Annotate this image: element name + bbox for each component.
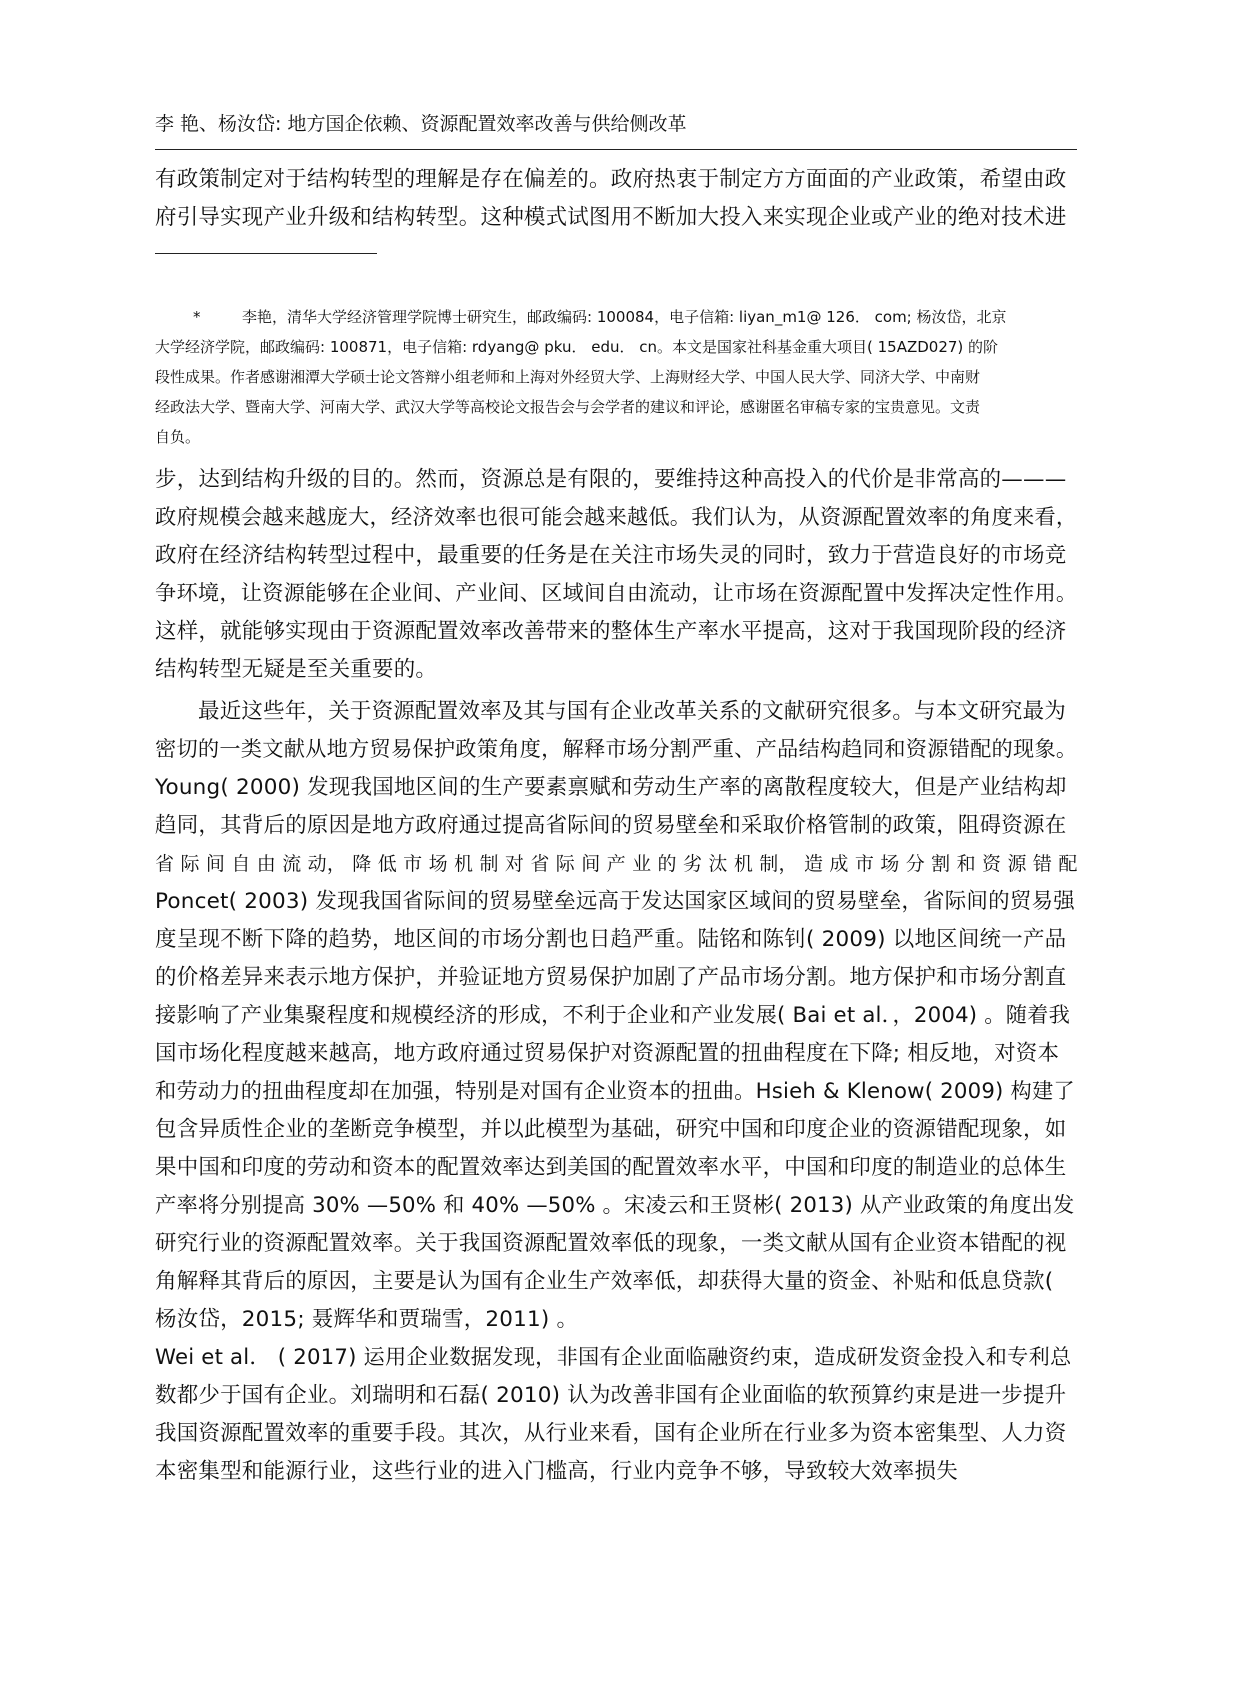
footnote-line: 段性成果。作者感谢湘潭大学硕士论文答辩小组老师和上海对外经贸大学、上海财经大学、中国人民大学、同济大学、中南财 <box>155 368 981 386</box>
body-line: 国市场化程度越来越高，地方政府通过贸易保护对资源配置的扭曲程度在下降; 相反地，对资本 <box>155 1041 1060 1066</box>
body-line: 杨汝岱，2015; 聂辉华和贾瑞雪，2011) 。 <box>155 1307 579 1332</box>
body-line: Wei et al． ( 2017) 运用企业数据发现，非国有企业面临融资约束，造成研发资金投入和专利总 <box>155 1345 1072 1370</box>
body-line: 果中国和印度的劳动和资本的配置效率达到美国的配置效率水平，中国和印度的制造业的总体生 <box>155 1155 1067 1180</box>
header-rule <box>155 149 1077 150</box>
body-line: 府引导实现产业升级和结构转型。这种模式试图用不断加大投入来实现企业或产业的绝对技术进 <box>155 205 1067 230</box>
body-line: 接影响了产业集聚程度和规模经济的形成，不利于企业和产业发展( Bai et al．，2004) 。随着我 <box>155 1003 1071 1028</box>
body-line: 步，达到结构升级的目的。然而，资源总是有限的，要维持这种高投入的代价是非常高的——— <box>155 467 1067 492</box>
body-line: 产率将分别提高 30% —50% 和 40% —50% 。宋凌云和王贤彬( 2013) 从产业政策的角度出发 <box>155 1193 1075 1218</box>
body-line: Poncet( 2003) 发现我国省际间的贸易壁垒远高于发达国家区域间的贸易壁垒，省际间的贸易强 <box>155 889 1075 914</box>
body-line: 结构转型无疑是至关重要的。 <box>155 657 438 682</box>
body-line: 研究行业的资源配置效率。关于我国资源配置效率低的现象，一类文献从国有企业资本错配的视 <box>155 1231 1067 1256</box>
body-line: 本密集型和能源行业，这些行业的进入门槛高，行业内竞争不够，导致较大效率损失 <box>155 1459 958 1484</box>
body-line: 有政策制定对于结构转型的理解是存在偏差的。政府热衷于制定方方面面的产业政策，希望由政 <box>155 167 1067 192</box>
body-line: 角解释其背后的原因，主要是认为国有企业生产效率低，却获得大量的资金、补贴和低息贷款( <box>155 1269 1054 1294</box>
footnote-line: 经政法大学、暨南大学、河南大学、武汉大学等高校论文报告会与会学者的建议和评论，感谢匿名审稿专家的宝贵意见。文责 <box>155 398 981 416</box>
body-line: 争环境，让资源能够在企业间、产业间、区域间自由流动，让市场在资源配置中发挥决定性作用。 <box>155 581 1078 606</box>
footnote-mark: * <box>193 308 201 326</box>
body-line: 数都少于国有企业。刘瑞明和石磊( 2010) 认为改善非国有企业面临的软预算约束是进一步提升 <box>155 1383 1067 1408</box>
body-line: 度呈现不断下降的趋势，地区间的市场分割也日趋严重。陆铭和陈钊( 2009) 以地区间统一产品 <box>155 927 1067 952</box>
footnote-line: 李艳，清华大学经济管理学院博士研究生，邮政编码: 100084，电子信箱: liyan_m1@ 126． com; 杨汝岱，北京 <box>242 308 1007 326</box>
running-header: 李 艳、杨汝岱: 地方国企依赖、资源配置效率改善与供给侧改革 <box>155 113 687 135</box>
body-line: 密切的一类文献从地方贸易保护政策角度，解释市场分割严重、产品结构趋同和资源错配的现象。 <box>155 737 1078 762</box>
body-line: Young( 2000) 发现我国地区间的生产要素禀赋和劳动生产率的离散程度较大，但是产业结构却 <box>155 775 1067 800</box>
body-line: 政府在经济结构转型过程中，最重要的任务是在关注市场失灵的同时，致力于营造良好的市场竞 <box>155 543 1067 568</box>
body-line: 这样，就能够实现由于资源配置效率改善带来的整体生产率水平提高，这对于我国现阶段的经济 <box>155 619 1067 644</box>
footnote-line: 自负。 <box>155 428 201 446</box>
body-line: 我国资源配置效率的重要手段。其次，从行业来看，国有企业所在行业多为资本密集型、人力资 <box>155 1421 1067 1446</box>
body-line: 的价格差异来表示地方保护，并验证地方贸易保护加剧了产品市场分割。地方保护和市场分割直 <box>155 965 1067 990</box>
body-line: 省 际 间 自 由 流 动， 降 低 市 场 机 制 对 省 际 间 产 业 的 劣 汰 机 制， 造 成 市 场 分 割 和 资 源 错 配 <box>155 853 1078 875</box>
footnote-line: 大学经济学院，邮政编码: 100871，电子信箱: rdyang@ pku． edu． cn。本文是国家社科基金重大项目( 15AZD027) 的阶 <box>155 338 999 356</box>
body-line: 政府规模会越来越庞大，经济效率也很可能会越来越低。我们认为，从资源配置效率的角度来看， <box>155 505 1078 530</box>
body-line: 和劳动力的扭曲程度却在加强，特别是对国有企业资本的扭曲。Hsieh & Klenow( 2009) 构建了 <box>155 1079 1075 1104</box>
body-line: 趋同，其背后的原因是地方政府通过提高省际间的贸易壁垒和采取价格管制的政策，阻碍资源在 <box>155 813 1067 838</box>
body-line: 包含异质性企业的垄断竞争模型，并以此模型为基础，研究中国和印度企业的资源错配现象，如 <box>155 1117 1067 1142</box>
footnote-rule <box>155 253 377 254</box>
body-line: 最近这些年，关于资源配置效率及其与国有企业改革关系的文献研究很多。与本文研究最为 <box>198 699 1067 724</box>
